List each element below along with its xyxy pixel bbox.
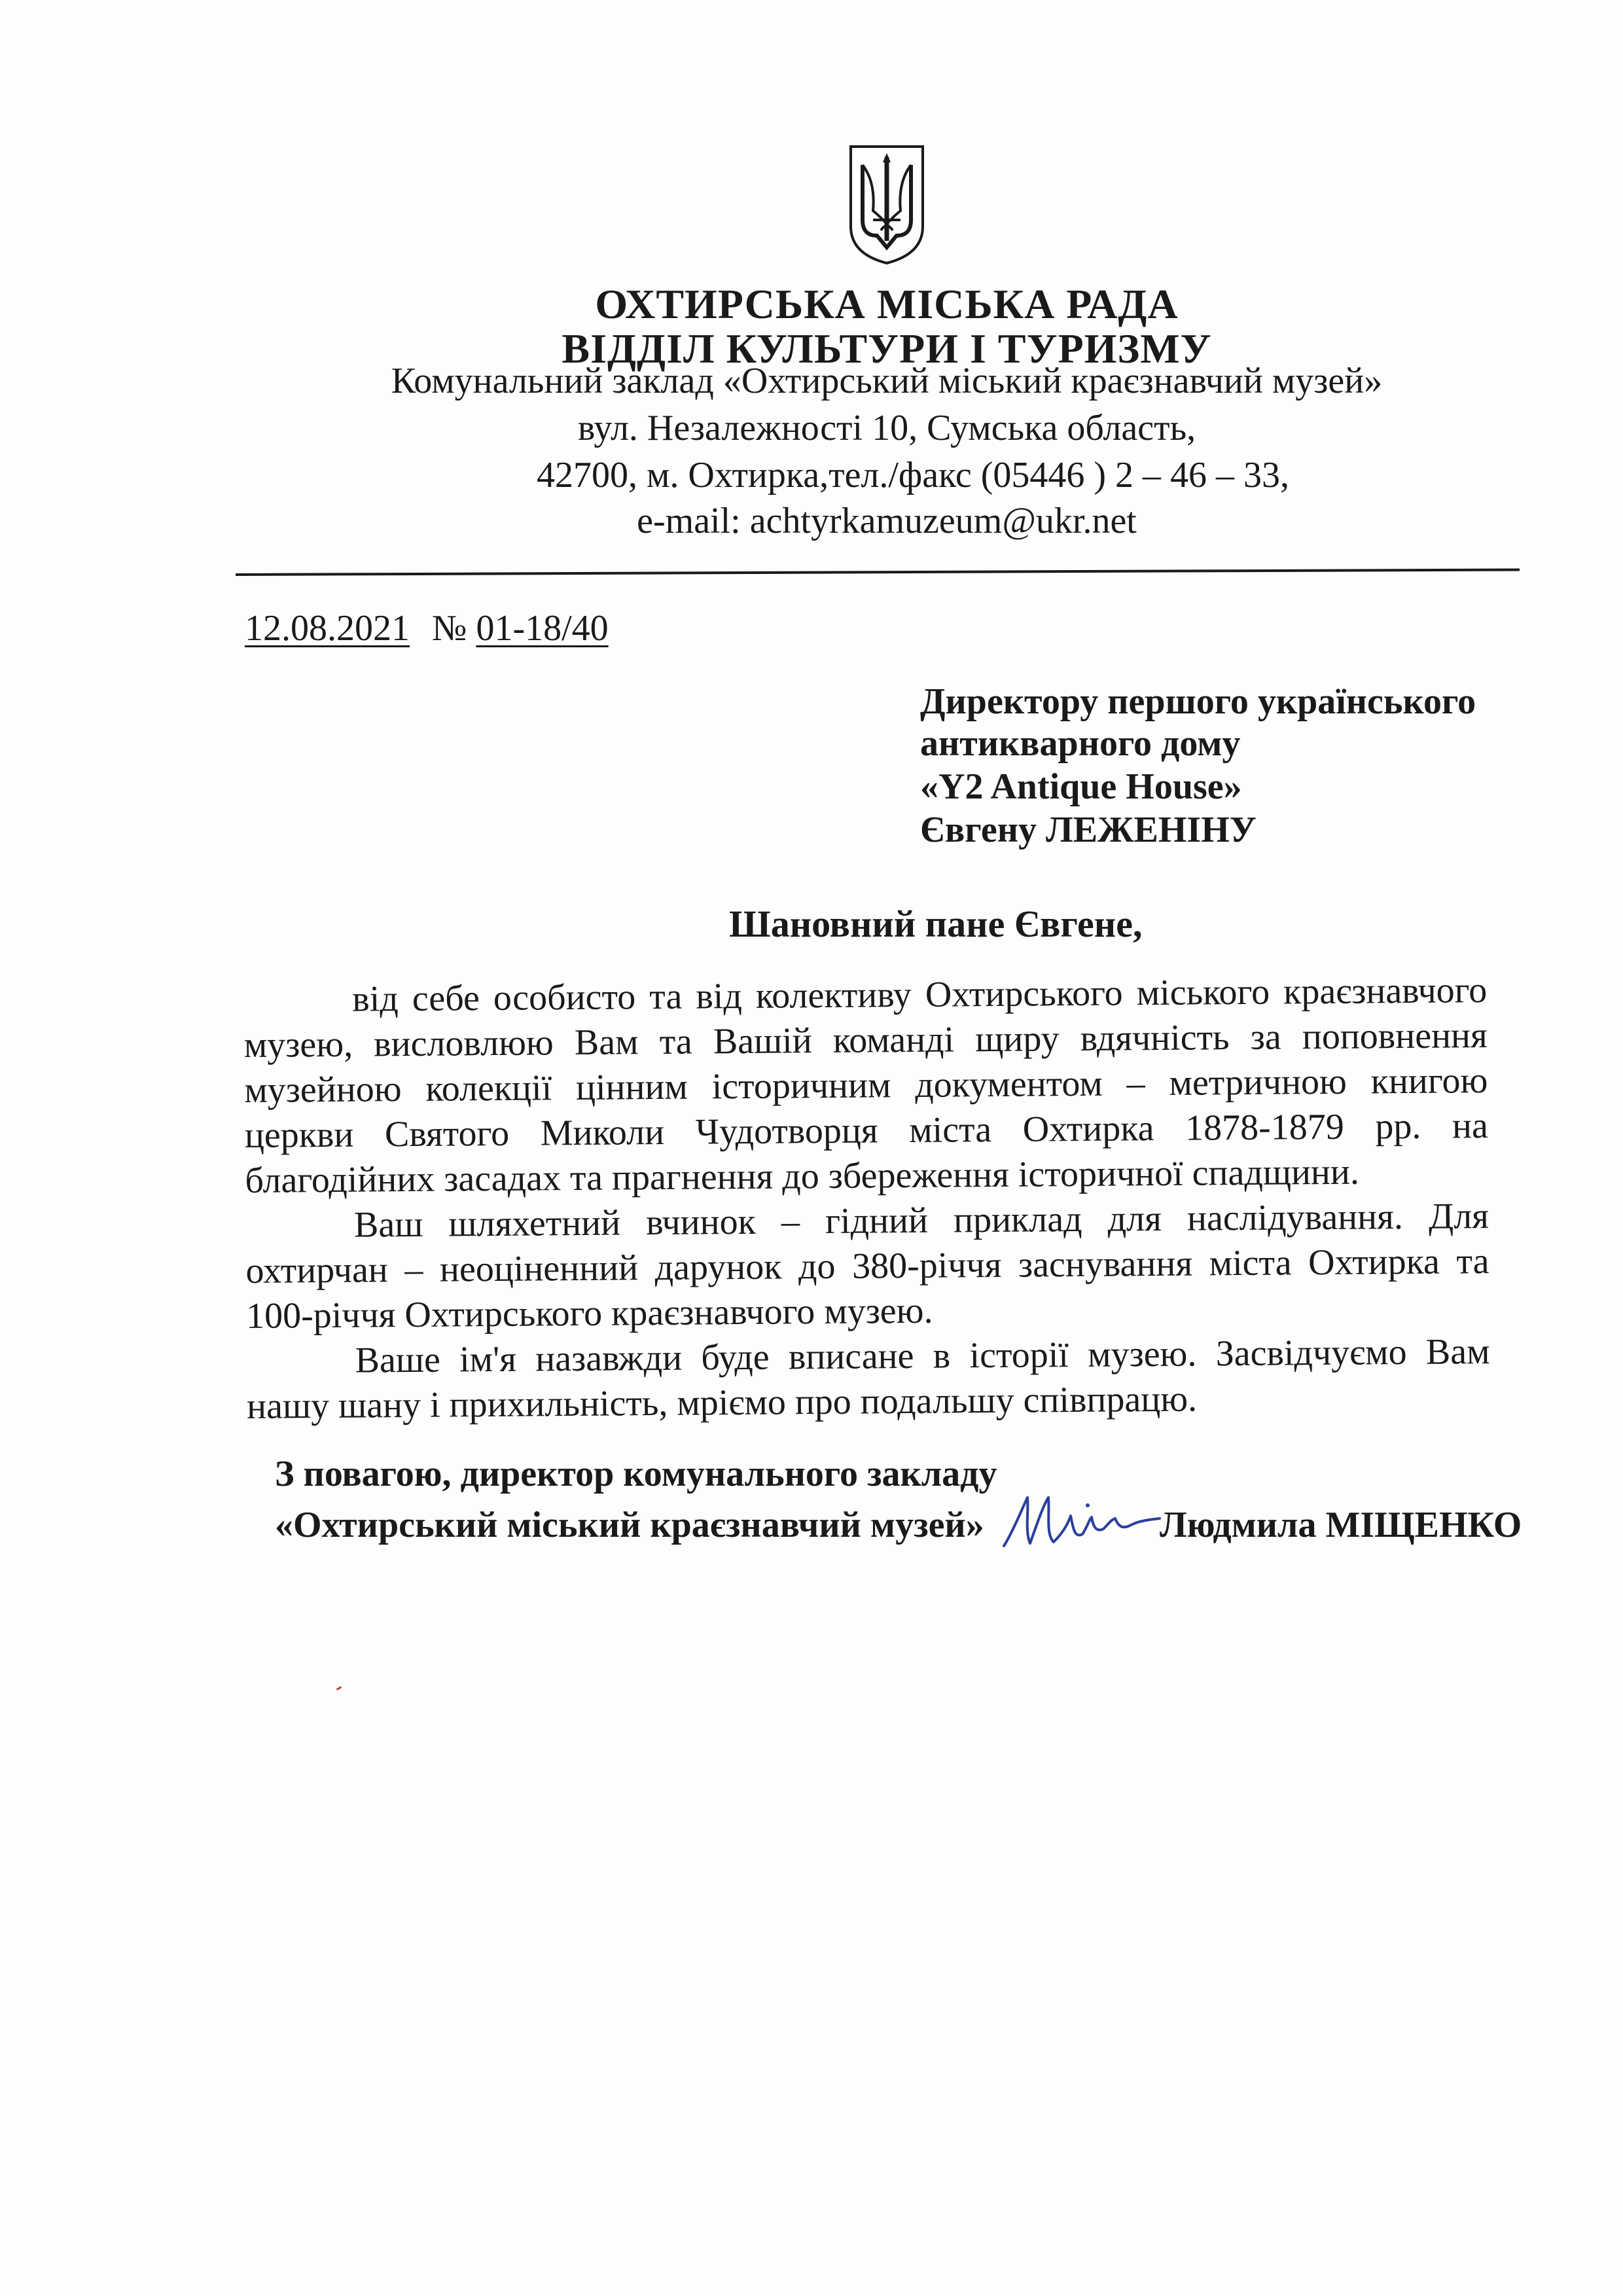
addressee-line-3: «Y2 Antique House» bbox=[920, 766, 1242, 807]
addressee-line-2: антикварного дому bbox=[920, 723, 1241, 764]
document-date: 12.08.2021 bbox=[245, 608, 410, 649]
letter-body bbox=[243, 968, 1490, 1429]
signer-name: Людмила МІЩЕНКО bbox=[1160, 1505, 1522, 1545]
document-number: 01-18/40 bbox=[476, 608, 609, 649]
addressee-line-1: Директору першого українського bbox=[920, 681, 1476, 722]
body-paragraph-3: Ваше ім'я назавжди буде вписане в історії музею. Засвідчуємо Вам нашу шану і прихильність, мріємо про подальшу співпрацю. bbox=[246, 1331, 1490, 1427]
tryzub-coat-of-arms-icon bbox=[847, 143, 927, 266]
addressee-line-4: Євгену ЛЕЖЕНІНУ bbox=[920, 810, 1257, 850]
closing-line-2: «Охтирський міський краєзнавчий музей» bbox=[275, 1505, 984, 1545]
address-line-2: 42700, м. Охтирка,тел./факс (05446 ) 2 – 46 – 33, bbox=[536, 455, 1290, 495]
number-sign: № bbox=[432, 608, 467, 649]
department-name: ВІДДІЛ КУЛЬТУРИ І ТУРИЗМУ bbox=[562, 325, 1212, 372]
greeting: Шановний пане Євгене, bbox=[729, 903, 1143, 945]
body-paragraph-1: від себе особисто та від колективу Охтирського міського краєзнавчого музею, висловлюю Вам та Вашій команді щиру вдячність за поповнення музейною колекції цінним історичним документом – метричною книгою церкви Святого Миколи Чудотворця міста Охтирка 1878-1879 рр. на благодійних засадах та прагнення до збереження історичної спадщини. bbox=[243, 970, 1489, 1201]
handwritten-signature-icon bbox=[1000, 1486, 1164, 1558]
closing-line-1: З повагою, директор комунального закладу bbox=[275, 1454, 997, 1494]
address-line-1: вул. Незалежності 10, Сумська область, bbox=[577, 408, 1196, 448]
scan-speck bbox=[336, 1686, 342, 1691]
email-line: e-mail: achtyrkamuzeum@ukr.net bbox=[637, 501, 1137, 541]
letterhead-divider bbox=[236, 568, 1520, 576]
institution-name: Комунальний заклад «Охтирський міський краєзнавчий музей» bbox=[391, 361, 1383, 401]
document-reference bbox=[245, 607, 609, 649]
council-name: ОХТИРСЬКА МІСЬКА РАДА bbox=[595, 281, 1179, 327]
body-paragraph-2: Ваш шляхетний вчинок – гідний приклад для наслідування. Для охтирчан – неоціненний дарунок до 380-річчя заснування міста Охтирка та 100-річчя Охтирського краєзнавчого музею. bbox=[245, 1196, 1489, 1336]
